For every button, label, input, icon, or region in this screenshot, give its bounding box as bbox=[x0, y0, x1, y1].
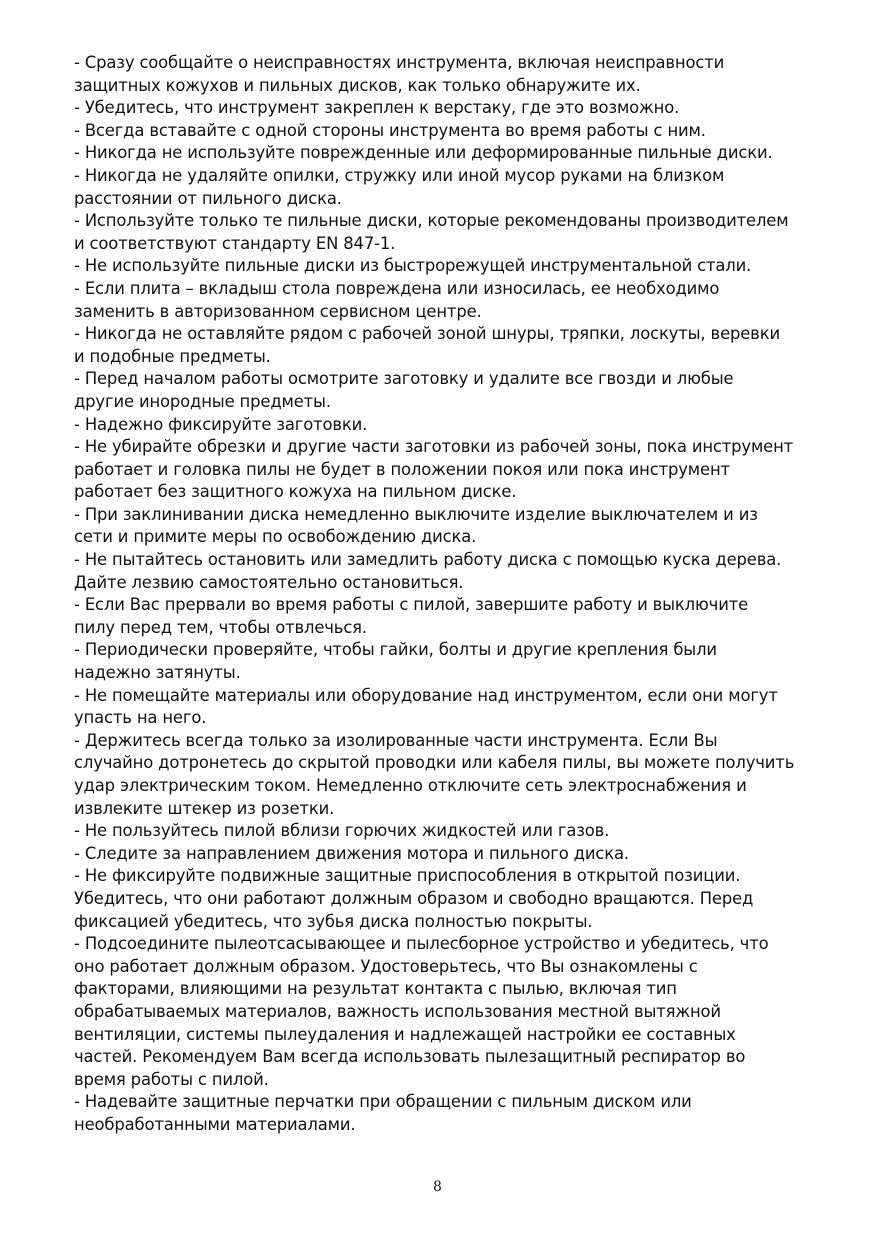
safety-instruction-item: - Держитесь всегда только за изолированные части инструмента. Если Вы случайно дотронетесь до скрытой проводки или кабеля пилы, вы можете получить удар электрическим током. Немедленно отключите сеть электроснабжения и извлеките штекер из розетки. bbox=[74, 730, 795, 818]
safety-instruction-item: - Никогда не оставляйте рядом с рабочей зоной шнуры, тряпки, лоскуты, веревки и подобные предметы. bbox=[74, 324, 780, 366]
page-number: 8 bbox=[433, 1179, 442, 1195]
safety-instruction-item: - Убедитесь, что инструмент закреплен к верстаку, где это возможно. bbox=[74, 98, 680, 118]
safety-instruction-item: - Всегда вставайте с одной стороны инструмента во время работы с ним. bbox=[74, 120, 706, 140]
safety-instruction-item: - Если плита – вкладыш стола повреждена или износилась, ее необходимо заменить в авторизованном сервисном центре. bbox=[74, 278, 720, 321]
safety-instruction-item: - Никогда не удаляйте опилки, стружку или иной мусор руками на близком расстоянии от пильного диска. bbox=[74, 165, 725, 208]
safety-instruction-item: - Не используйте пильные диски из быстрорежущей инструментальной стали. bbox=[74, 256, 752, 276]
safety-instruction-item: - Сразу сообщайте о неисправностях инструмента, включая неисправности защитных кожухов и пильных дисков, как только обнаружите их. bbox=[74, 53, 725, 95]
safety-instructions-list bbox=[74, 52, 802, 1137]
safety-instruction-item: - Если Вас прервали во время работы с пилой, завершите работу и выключите пилу перед тем, чтобы отвлечься. bbox=[74, 595, 749, 637]
safety-instruction-item: - Не пользуйтесь пилой вблизи горючих жидкостей или газов. bbox=[74, 821, 610, 841]
safety-instruction-item: - Не помещайте материалы или оборудование над инструментом, если они могут упасть на него. bbox=[74, 685, 778, 728]
safety-instruction-item: - Не фиксируйте подвижные защитные приспособления в открытой позиции. Убедитесь, что они работают должным образом и свободно вращаются. Перед фиксацией убедитесь, что зубья диска полностью покрыты. bbox=[74, 866, 754, 931]
safety-instruction-item: - Надевайте защитные перчатки при обращении с пильным диском или необработанными материалами. bbox=[74, 1092, 692, 1134]
safety-instruction-item: - Перед началом работы осмотрите заготовку и удалите все гвозди и любые другие инородные предметы. bbox=[74, 369, 734, 411]
safety-instruction-item: - Следите за направлением движения мотора и пильного диска. bbox=[74, 843, 629, 863]
safety-instruction-item: - Периодически проверяйте, чтобы гайки, болты и другие крепления были надежно затянуты. bbox=[74, 640, 717, 683]
safety-instruction-item: - Используйте только те пильные диски, которые рекомендованы производителем и соответствуют стандарту EN 847-1. bbox=[74, 211, 789, 253]
safety-instruction-item: - Подсоедините пылеотсасывающее и пылесборное устройство и убедитесь, что оно работает должным образом. Удостоверьтесь, что Вы ознакомлены с факторами, влияющими на результат контакта с пылью, включая тип обрабатываемых материалов, важность использования местной вытяжной вентиляции, системы пылеудаления и надлежащей настройки ее составных частей. Рекомендуем Вам всегда использовать пылезащитный респиратор во время работы с пилой. bbox=[74, 934, 769, 1089]
safety-instruction-item: - При заклинивании диска немедленно выключите изделие выключателем и из сети и примите меры по освобождению диска. bbox=[74, 504, 758, 547]
safety-instruction-item: - Не пытайтесь остановить или замедлить работу диска с помощью куска дерева. Дайте лезвию самостоятельно остановиться. bbox=[74, 550, 782, 592]
safety-instruction-item: - Никогда не используйте поврежденные или деформированные пильные диски. bbox=[74, 143, 773, 163]
safety-instruction-item: - Надежно фиксируйте заготовки. bbox=[74, 414, 368, 434]
safety-instruction-item: - Не убирайте обрезки и другие части заготовки из рабочей зоны, пока инструмент работает и головка пилы не будет в положении покоя или пока инструмент работает без защитного кожуха на пильном диске. bbox=[74, 437, 794, 502]
